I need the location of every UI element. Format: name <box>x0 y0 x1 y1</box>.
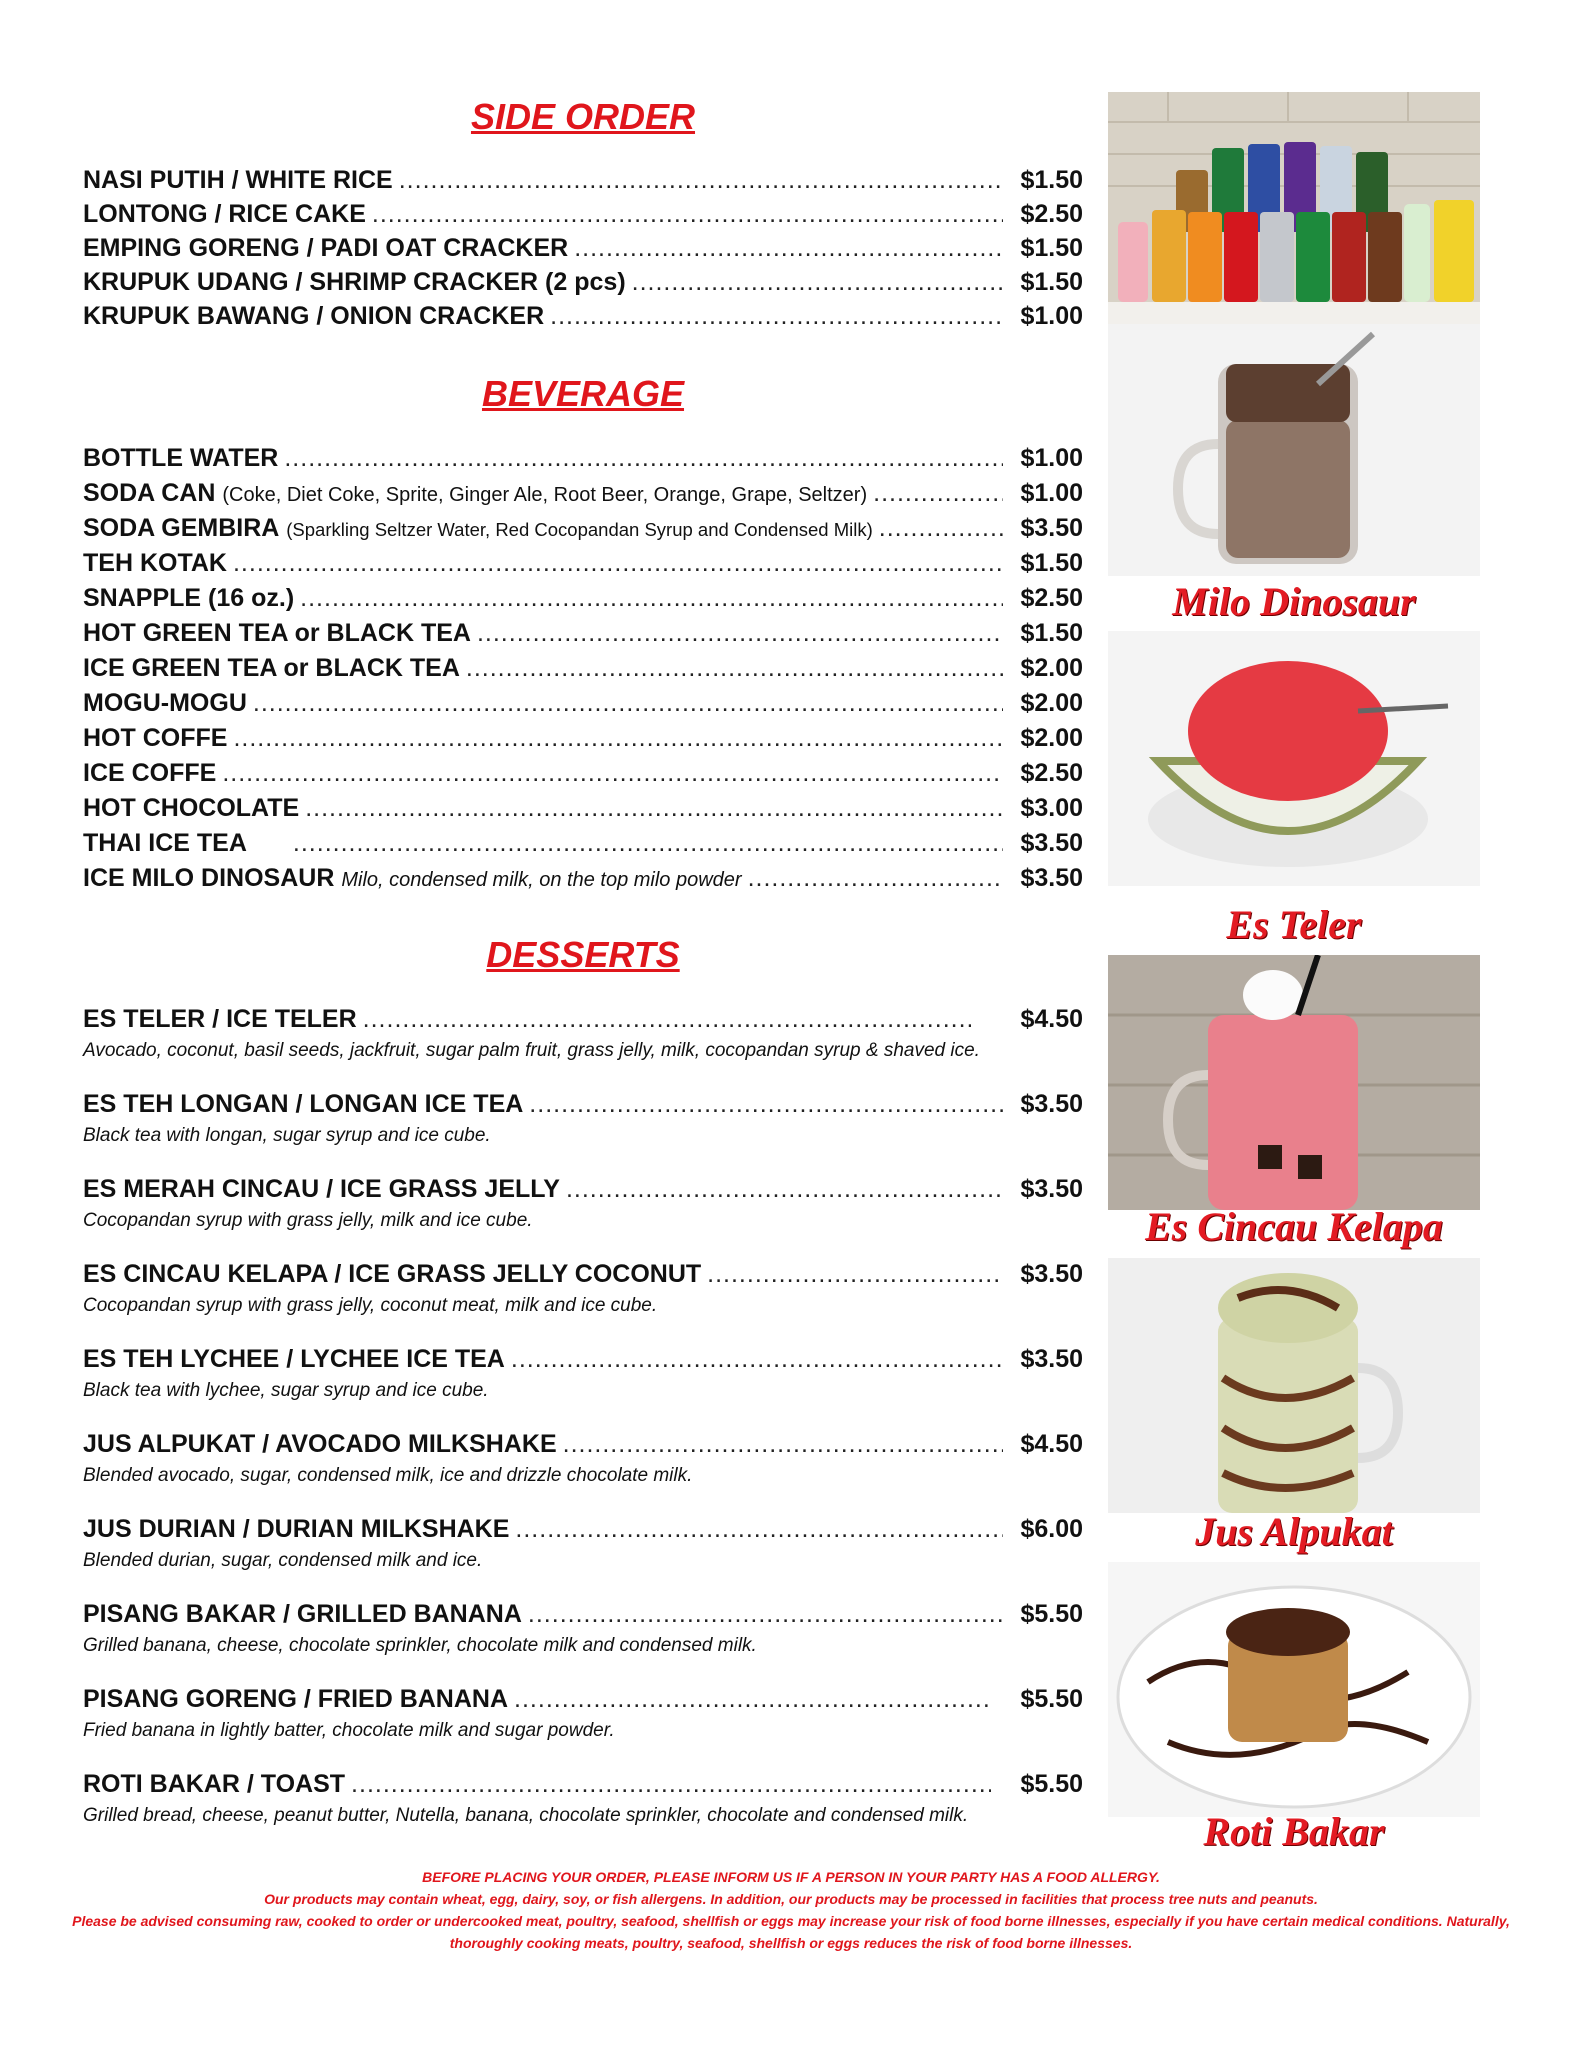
item-name: JUS ALPUKAT / AVOCADO MILKSHAKE <box>83 1430 557 1458</box>
item-note: (Sparkling Seltzer Water, Red Cocopandan Syrup and Condensed Milk) <box>286 519 873 540</box>
item-note: Milo, condensed milk, on the top milo powder <box>341 869 742 891</box>
item-description: Blended durian, sugar, condensed milk and ice. <box>83 1550 483 1571</box>
menu-item <box>83 864 1083 898</box>
menu-item <box>83 1430 1083 1464</box>
desserts-title: DESSERTS <box>486 934 680 975</box>
menu-item <box>83 1515 1083 1549</box>
jus-alpukat-caption: Jus Alpukat <box>1195 1509 1393 1554</box>
item-name: ROTI BAKAR / TOAST <box>83 1770 346 1798</box>
item-price: $3.50 <box>1020 1175 1083 1203</box>
item-price: $1.50 <box>1020 166 1083 194</box>
menu-item <box>83 584 1083 618</box>
menu-item <box>83 759 1083 793</box>
item-name: SODA CAN <box>83 479 216 507</box>
menu-item <box>83 829 1083 863</box>
menu-item <box>83 479 1083 513</box>
menu-item <box>83 1005 1083 1039</box>
menu-item <box>83 1345 1083 1379</box>
item-description: Blended avocado, sugar, condensed milk, ice and drizzle chocolate milk. <box>83 1465 693 1486</box>
menu-item <box>83 1600 1083 1634</box>
item-price: $3.50 <box>1020 514 1083 542</box>
item-description: Grilled banana, cheese, chocolate sprinkler, chocolate milk and condensed milk. <box>83 1635 757 1656</box>
roti-bakar-photo <box>1108 1562 1480 1817</box>
milo-dinosaur-caption: Milo Dinosaur <box>1172 579 1416 624</box>
item-name: ES TELER / ICE TELER <box>83 1005 357 1033</box>
item-price: $3.50 <box>1020 1260 1083 1288</box>
item-name: NASI PUTIH / WHITE RICE <box>83 166 393 194</box>
item-name: TEH KOTAK <box>83 549 227 577</box>
menu-item <box>83 302 1083 336</box>
item-price: $4.50 <box>1020 1005 1083 1033</box>
item-price: $1.50 <box>1020 234 1083 262</box>
item-description: Fried banana in lightly batter, chocolate milk and sugar powder. <box>83 1720 615 1741</box>
menu-item <box>83 268 1083 302</box>
item-name: LONTONG / RICE CAKE <box>83 200 366 228</box>
item-price: $1.00 <box>1020 302 1083 330</box>
item-price: $2.50 <box>1020 584 1083 612</box>
item-name: SNAPPLE (16 oz.) <box>83 584 295 612</box>
item-price: $2.00 <box>1020 654 1083 682</box>
item-price: $1.50 <box>1020 268 1083 296</box>
milo-dinosaur-photo <box>1108 324 1480 576</box>
es-cincau-kelapa-photo <box>1108 955 1480 1210</box>
item-name: PISANG BAKAR / GRILLED BANANA <box>83 1600 522 1628</box>
item-name: ES TEH LONGAN / LONGAN ICE TEA <box>83 1090 524 1118</box>
jus-alpukat-photo <box>1108 1258 1480 1513</box>
item-name: ES MERAH CINCAU / ICE GRASS JELLY <box>83 1175 560 1203</box>
item-name: ES CINCAU KELAPA / ICE GRASS JELLY COCONUT <box>83 1260 702 1288</box>
item-name: ICE GREEN TEA or BLACK TEA <box>83 654 460 682</box>
item-name: KRUPUK UDANG / SHRIMP CRACKER (2 pcs) <box>83 268 626 296</box>
item-price: $1.00 <box>1020 479 1083 507</box>
item-name: KRUPUK BAWANG / ONION CRACKER <box>83 302 545 330</box>
side-order-title: SIDE ORDER <box>470 96 696 137</box>
menu-item <box>83 1175 1083 1209</box>
menu-item <box>83 654 1083 688</box>
allergy-notice-line-2: Our products may contain wheat, egg, dairy, soy, or fish allergens. In addition, our products may be processed in facilities that process tree nuts and peanuts. <box>264 1891 1318 1907</box>
item-price: $5.50 <box>1020 1770 1083 1798</box>
menu-item <box>83 724 1083 758</box>
es-teler-photo <box>1108 631 1480 886</box>
item-name: HOT COFFE <box>83 724 228 752</box>
item-name: BOTTLE WATER <box>83 444 279 472</box>
menu-item <box>83 200 1083 234</box>
menu-item <box>83 234 1083 268</box>
allergy-notice <box>60 1866 1522 1954</box>
item-description: Avocado, coconut, basil seeds, jackfruit, sugar palm fruit, grass jelly, milk, cocopandan syrup & shaved ice. <box>83 1040 980 1061</box>
item-name: ICE COFFE <box>83 759 217 787</box>
item-price: $2.00 <box>1020 724 1083 752</box>
item-price: $4.50 <box>1020 1430 1083 1458</box>
item-name: THAI ICE TEA <box>83 829 247 857</box>
item-price: $6.00 <box>1020 1515 1083 1543</box>
beverage-title: BEVERAGE <box>481 373 685 414</box>
allergy-notice-line-1: BEFORE PLACING YOUR ORDER, PLEASE INFORM US IF A PERSON IN YOUR PARTY HAS A FOOD ALLERGY. <box>422 1869 1160 1885</box>
menu-item <box>83 1090 1083 1124</box>
item-price: $2.00 <box>1020 689 1083 717</box>
allergy-notice-line-3: Please be advised consuming raw, cooked to order or undercooked meat, poultry, seafood, shellfish or eggs may increase your risk of food borne illnesses, especially if you have certain medical conditions. Naturally, thoroughly cooking meats, poultry, seafood, shellfish or eggs reduces the risk of food borne illnesses. <box>72 1913 1510 1951</box>
es-teler-caption: Es Teler <box>1226 902 1362 947</box>
item-name: HOT GREEN TEA or BLACK TEA <box>83 619 471 647</box>
menu-item <box>83 1770 1083 1804</box>
item-name: PISANG GORENG / FRIED BANANA <box>83 1685 509 1713</box>
item-name: HOT CHOCOLATE <box>83 794 300 822</box>
item-price: $1.50 <box>1020 549 1083 577</box>
item-price: $1.00 <box>1020 444 1083 472</box>
soda-cans-photo <box>1108 92 1480 324</box>
menu-item <box>83 794 1083 828</box>
item-name: ICE MILO DINOSAUR <box>83 864 335 892</box>
menu-item <box>83 549 1083 583</box>
item-description: Black tea with longan, sugar syrup and ice cube. <box>83 1125 491 1146</box>
item-price: $3.50 <box>1020 864 1083 892</box>
item-price: $1.50 <box>1020 619 1083 647</box>
es-cincau-kelapa-caption: Es Cincau Kelapa <box>1145 1204 1443 1249</box>
item-name: JUS DURIAN / DURIAN MILKSHAKE <box>83 1515 510 1543</box>
item-name: EMPING GORENG / PADI OAT CRACKER <box>83 234 569 262</box>
item-price: $2.50 <box>1020 200 1083 228</box>
item-price: $3.50 <box>1020 1090 1083 1118</box>
item-price: $5.50 <box>1020 1600 1083 1628</box>
item-name: SODA GEMBIRA <box>83 514 280 542</box>
item-price: $3.50 <box>1020 1345 1083 1373</box>
item-name: MOGU-MOGU <box>83 689 247 717</box>
menu-item <box>83 166 1083 200</box>
item-price: $5.50 <box>1020 1685 1083 1713</box>
item-price: $2.50 <box>1020 759 1083 787</box>
item-description: Cocopandan syrup with grass jelly, milk and ice cube. <box>83 1210 533 1231</box>
item-price: $3.00 <box>1020 794 1083 822</box>
item-note: (Coke, Diet Coke, Sprite, Ginger Ale, Root Beer, Orange, Grape, Seltzer) <box>222 484 868 506</box>
menu-item <box>83 689 1083 723</box>
roti-bakar-caption: Roti Bakar <box>1203 1809 1385 1854</box>
item-price: $3.50 <box>1020 829 1083 857</box>
menu-item <box>83 514 1083 548</box>
menu-item <box>83 619 1083 653</box>
item-description: Cocopandan syrup with grass jelly, coconut meat, milk and ice cube. <box>83 1295 658 1316</box>
item-description: Grilled bread, cheese, peanut butter, Nutella, banana, chocolate sprinkler, chocolate and condensed milk. <box>83 1805 969 1826</box>
item-name: ES TEH LYCHEE / LYCHEE ICE TEA <box>83 1345 505 1373</box>
item-description: Black tea with lychee, sugar syrup and ice cube. <box>83 1380 489 1401</box>
menu-item <box>83 1685 1083 1719</box>
menu-item <box>83 444 1083 478</box>
menu-item <box>83 1260 1083 1294</box>
